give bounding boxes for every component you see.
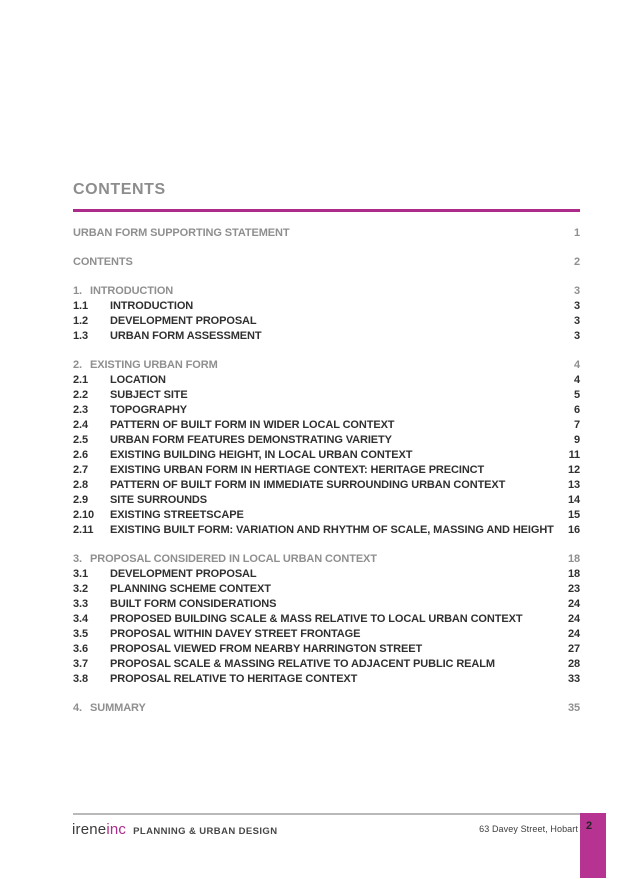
toc-entry-label: EXISTING URBAN FORM — [90, 359, 218, 371]
toc-entry-label: DEVELOPMENT PROPOSAL — [110, 315, 257, 327]
toc-entry-number: 2.2 — [73, 389, 88, 401]
toc-entry-label: INTRODUCTION — [90, 285, 174, 297]
toc-entry-number: 1.2 — [73, 315, 88, 327]
toc-entry-number: 2.6 — [73, 449, 88, 461]
toc-row — [73, 657, 580, 672]
toc-entry-page: 4 — [573, 359, 580, 371]
toc-entry-page: 24 — [567, 613, 580, 625]
toc-entry-label: URBAN FORM ASSESSMENT — [110, 330, 262, 342]
toc-entry-page: 24 — [567, 628, 580, 640]
toc-entry-page: 14 — [567, 494, 580, 506]
toc-row — [73, 672, 580, 687]
toc-entry-number: 2.4 — [73, 419, 88, 431]
toc-entry-label: SUMMARY — [90, 702, 146, 714]
toc-entry-number: 3.3 — [73, 598, 88, 610]
toc-row — [73, 597, 580, 612]
toc-entry-page: 18 — [567, 553, 580, 565]
toc-row — [73, 388, 580, 403]
toc-entry-label: PROPOSED BUILDING SCALE & MASS RELATIVE TO LOCAL URBAN CONTEXT — [110, 613, 523, 625]
toc-entry-page: 3 — [573, 300, 580, 312]
toc-row — [73, 226, 580, 241]
toc-entry-page: 23 — [567, 583, 580, 595]
toc-entry-number: 2.5 — [73, 434, 88, 446]
toc-row — [73, 314, 580, 329]
toc-entry-page: 4 — [573, 374, 580, 386]
toc-entry-page: 6 — [573, 404, 580, 416]
toc-entry-number: 2.9 — [73, 494, 88, 506]
toc-entry-page: 3 — [573, 315, 580, 327]
toc-entry-number: 3.6 — [73, 643, 88, 655]
toc-entry-label: EXISTING URBAN FORM IN HERTIAGE CONTEXT: HERITAGE PRECINCT — [110, 464, 485, 476]
toc-row — [73, 612, 580, 627]
toc-row — [73, 358, 580, 373]
toc-entry-number: 3.2 — [73, 583, 88, 595]
toc-entry-label: PATTERN OF BUILT FORM IN WIDER LOCAL CONTEXT — [110, 419, 395, 431]
brand-name-primary: irene — [72, 821, 107, 838]
toc-entry-label: PROPOSAL SCALE & MASSING RELATIVE TO ADJACENT PUBLIC REALM — [110, 658, 495, 670]
toc-entry-page: 3 — [573, 330, 580, 342]
toc-row — [73, 255, 580, 270]
toc-entry-number: 2.7 — [73, 464, 88, 476]
toc-entry-label: DEVELOPMENT PROPOSAL — [110, 568, 257, 580]
toc-entry-page: 33 — [567, 673, 580, 685]
brand-name-secondary: inc — [106, 821, 127, 838]
page-number: 2 — [586, 820, 593, 832]
toc-entry-label: LOCATION — [110, 374, 166, 386]
toc-entry-label: CONTENTS — [73, 256, 133, 268]
toc-entry-number: 2.1 — [73, 374, 88, 386]
toc-row — [73, 701, 580, 716]
toc-entry-page: 12 — [567, 464, 580, 476]
toc-row — [73, 493, 580, 508]
toc-entry-number: 3.8 — [73, 673, 88, 685]
toc-entry-number: 2.3 — [73, 404, 88, 416]
footer-brand — [72, 821, 277, 841]
toc-entry-label: INTRODUCTION — [110, 300, 194, 312]
toc-entry-page: 16 — [567, 524, 580, 536]
toc-entry-label: EXISTING BUILDING HEIGHT, IN LOCAL URBAN CONTEXT — [110, 449, 413, 461]
toc-entry-label: PROPOSAL VIEWED FROM NEARBY HARRINGTON STREET — [110, 643, 423, 655]
toc-entry-page: 2 — [573, 256, 580, 268]
toc-entry-label: URBAN FORM SUPPORTING STATEMENT — [73, 227, 290, 239]
toc-row — [73, 567, 580, 582]
toc-row — [73, 478, 580, 493]
page-number-tab — [580, 813, 606, 878]
toc-entry-label: EXISTING STREETSCAPE — [110, 509, 244, 521]
toc-row — [73, 627, 580, 642]
toc-entry-page: 27 — [567, 643, 580, 655]
toc-row — [73, 329, 580, 344]
toc-entry-number: 2. — [73, 359, 82, 371]
toc-entry-page: 3 — [573, 285, 580, 297]
toc-entry-label: PATTERN OF BUILT FORM IN IMMEDIATE SURROUNDING URBAN CONTEXT — [110, 479, 506, 491]
toc-row — [73, 403, 580, 418]
toc-entry-number: 1. — [73, 285, 82, 297]
toc-row — [73, 433, 580, 448]
toc-entry-number: 3.5 — [73, 628, 88, 640]
toc-entry-number: 1.3 — [73, 330, 88, 342]
page-title: CONTENTS — [73, 181, 166, 198]
footer-address: 63 Davey Street, Hobart — [479, 824, 578, 834]
toc-row — [73, 448, 580, 463]
toc-entry-label: EXISTING BUILT FORM: VARIATION AND RHYTHM OF SCALE, MASSING AND HEIGHT — [110, 524, 554, 536]
toc-row — [73, 463, 580, 478]
toc-entry-label: TOPOGRAPHY — [110, 404, 188, 416]
toc-row — [73, 508, 580, 523]
toc-entry-page: 11 — [568, 449, 580, 461]
toc-entry-number: 2.11 — [73, 524, 94, 536]
toc-entry-page: 9 — [573, 434, 580, 446]
toc-row — [73, 284, 580, 299]
toc-row — [73, 299, 580, 314]
toc-entry-page: 1 — [573, 227, 580, 239]
toc-row — [73, 552, 580, 567]
toc-entry-page: 35 — [567, 702, 580, 714]
toc-entry-label: PLANNING SCHEME CONTEXT — [110, 583, 271, 595]
toc-entry-label: BUILT FORM CONSIDERATIONS — [110, 598, 277, 610]
brand-tagline: PLANNING & URBAN DESIGN — [133, 826, 278, 837]
toc-entry-number: 3.4 — [73, 613, 88, 625]
toc-row — [73, 642, 580, 657]
toc-entry-number: 3.1 — [73, 568, 88, 580]
toc-entry-label: SUBJECT SITE — [110, 389, 188, 401]
toc-entry-number: 3.7 — [73, 658, 88, 670]
toc-entry-number: 3. — [73, 553, 82, 565]
toc-entry-label: URBAN FORM FEATURES DEMONSTRATING VARIETY — [110, 434, 392, 446]
toc-entry-number: 2.10 — [73, 509, 95, 521]
toc-row — [73, 418, 580, 433]
toc-entry-number: 1.1 — [73, 300, 88, 312]
toc-row — [73, 523, 580, 538]
page-content — [73, 181, 580, 716]
accent-rule — [73, 209, 580, 212]
toc-entry-page: 18 — [567, 568, 580, 580]
toc-row — [73, 373, 580, 388]
table-of-contents — [73, 226, 580, 716]
toc-entry-page: 24 — [567, 598, 580, 610]
toc-entry-label: PROPOSAL RELATIVE TO HERITAGE CONTEXT — [110, 673, 358, 685]
toc-entry-label: PROPOSAL WITHIN DAVEY STREET FRONTAGE — [110, 628, 361, 640]
footer-divider — [73, 813, 580, 815]
toc-row — [73, 582, 580, 597]
toc-entry-page: 5 — [573, 389, 580, 401]
toc-entry-label: PROPOSAL CONSIDERED IN LOCAL URBAN CONTEXT — [90, 553, 377, 565]
toc-entry-number: 4. — [73, 702, 82, 714]
toc-entry-number: 2.8 — [73, 479, 88, 491]
toc-entry-page: 7 — [573, 419, 580, 431]
toc-entry-page: 28 — [567, 658, 580, 670]
toc-entry-page: 15 — [567, 509, 580, 521]
toc-entry-page: 13 — [567, 479, 580, 491]
toc-entry-label: SITE SURROUNDS — [110, 494, 207, 506]
